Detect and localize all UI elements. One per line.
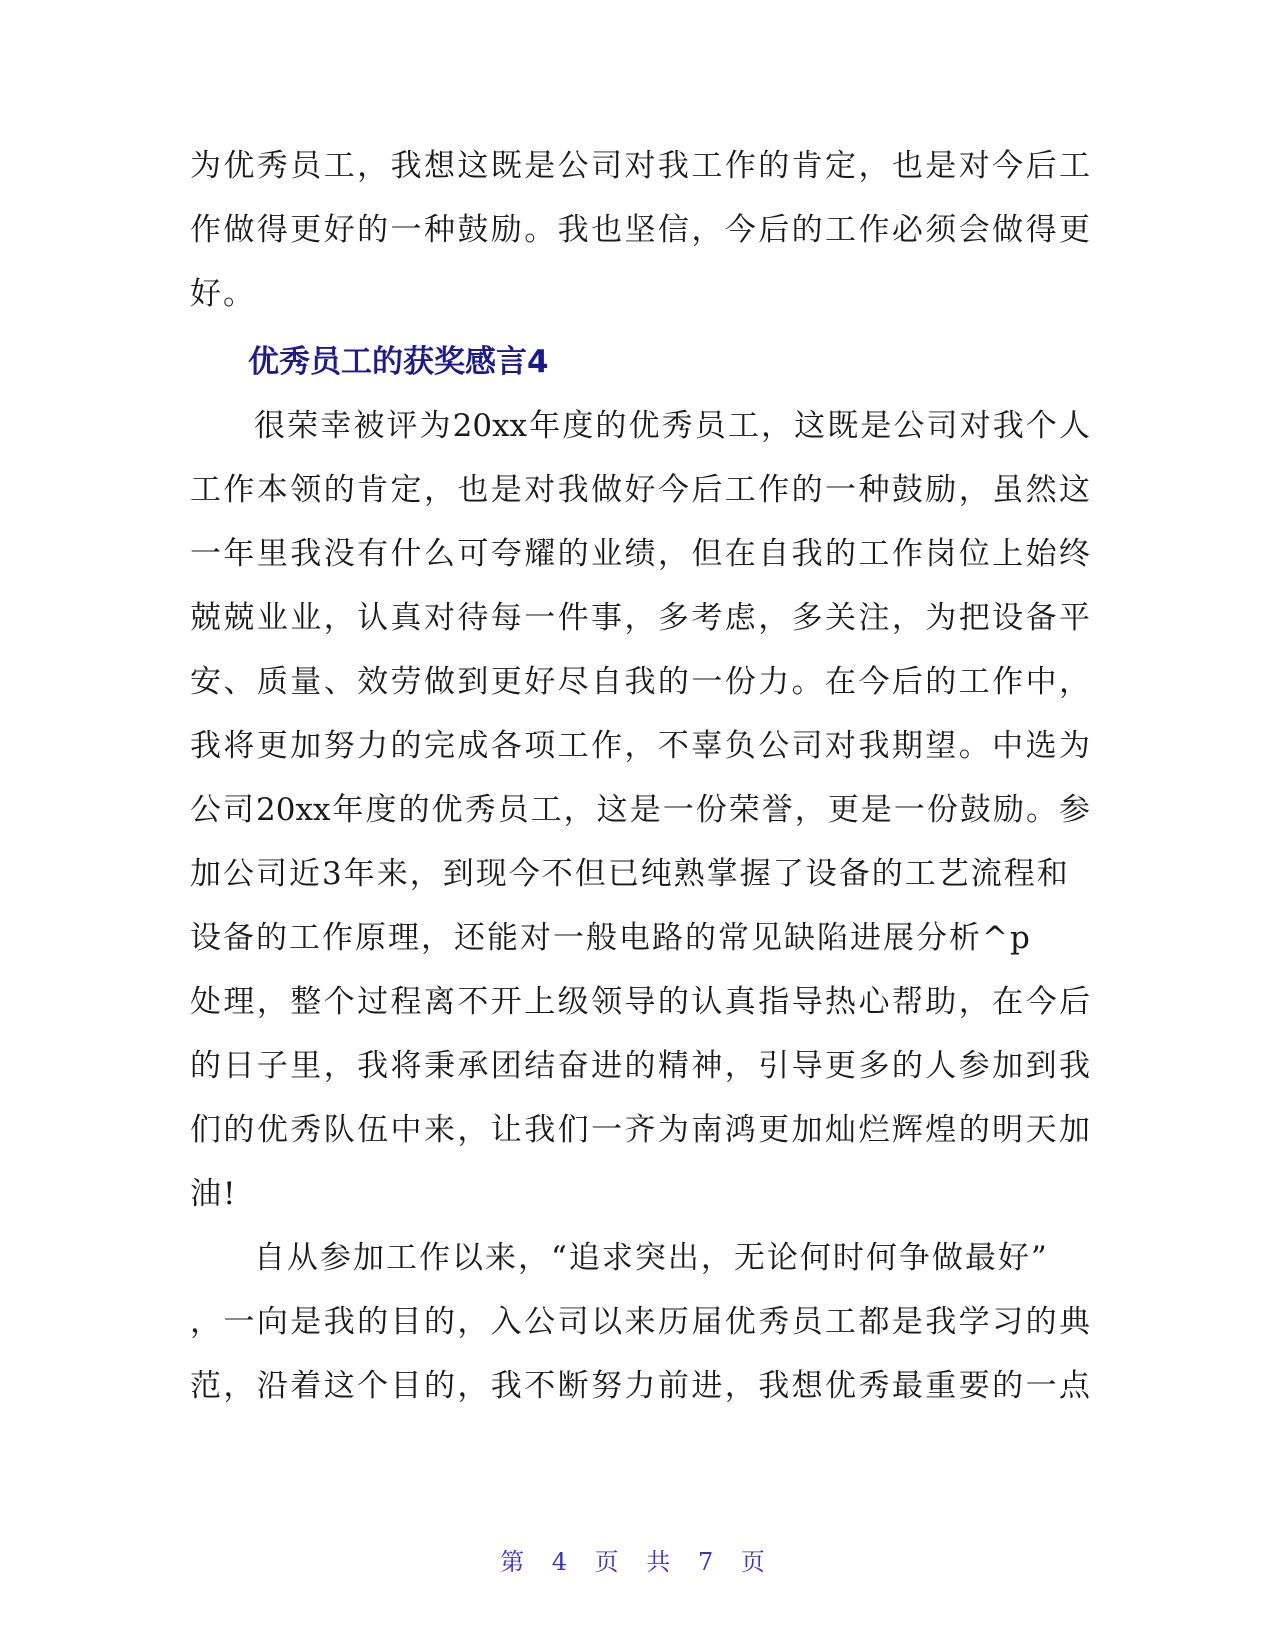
text-line: 处理，整个过程离不开上级领导的认真指导热心帮助，在今后	[190, 984, 1090, 1020]
text-line: 我将更加努力的完成各项工作，不辜负公司对我期望。中选为	[190, 728, 1090, 764]
text-line: 设备的工作原理，还能对一般电路的常见缺陷进展分析^p	[190, 920, 1032, 956]
text-line: 加公司近3年来，到现今不但已纯熟掌握了设备的工艺流程和	[190, 856, 1070, 892]
text-line: ，一向是我的目的，入公司以来历届优秀员工都是我学习的典	[190, 1304, 1090, 1340]
paragraph-1	[190, 394, 1090, 1226]
intro-paragraph	[190, 134, 1090, 326]
text-line: 工作本领的肯定，也是对我做好今后工作的一种鼓励，虽然这	[190, 472, 1090, 508]
text-line: 一年里我没有什么可夸耀的业绩，但在自我的工作岗位上始终	[190, 536, 1090, 572]
text-line: 兢兢业业，认真对待每一件事，多考虑，多关注，为把设备平	[190, 600, 1090, 636]
text-line: 的日子里，我将秉承团结奋进的精神，引导更多的人参加到我	[190, 1048, 1090, 1084]
text-line: 公司20xx年度的优秀员工，这是一份荣誉，更是一份鼓励。参	[190, 792, 1090, 828]
text-line: 好。	[190, 276, 256, 312]
text-line: 安、质量、效劳做到更好尽自我的一份力。在今后的工作中，	[190, 664, 1090, 700]
page-indicator: 第 4 页 共 7 页	[500, 1548, 775, 1576]
document-body	[190, 134, 1090, 1418]
text-line: 为优秀员工，我想这既是公司对我工作的肯定，也是对今后工	[190, 148, 1090, 184]
text-line: 范，沿着这个目的，我不断努力前进，我想优秀最重要的一点	[190, 1368, 1090, 1404]
text-line: 作做得更好的一种鼓励。我也坚信，今后的工作必须会做得更	[190, 212, 1090, 248]
section-heading: 优秀员工的获奖感言4	[248, 344, 549, 380]
text-line: 油!	[190, 1176, 238, 1212]
text-line: 自从参加工作以来，“追求突出，无论何时何争做最好”	[254, 1240, 1049, 1276]
text-line: 们的优秀队伍中来，让我们一齐为南鸿更加灿烂辉煌的明天加	[190, 1112, 1090, 1148]
text-line: 很荣幸被评为20xx年度的优秀员工，这既是公司对我个人	[254, 408, 1090, 444]
paragraph-2	[190, 1226, 1090, 1418]
